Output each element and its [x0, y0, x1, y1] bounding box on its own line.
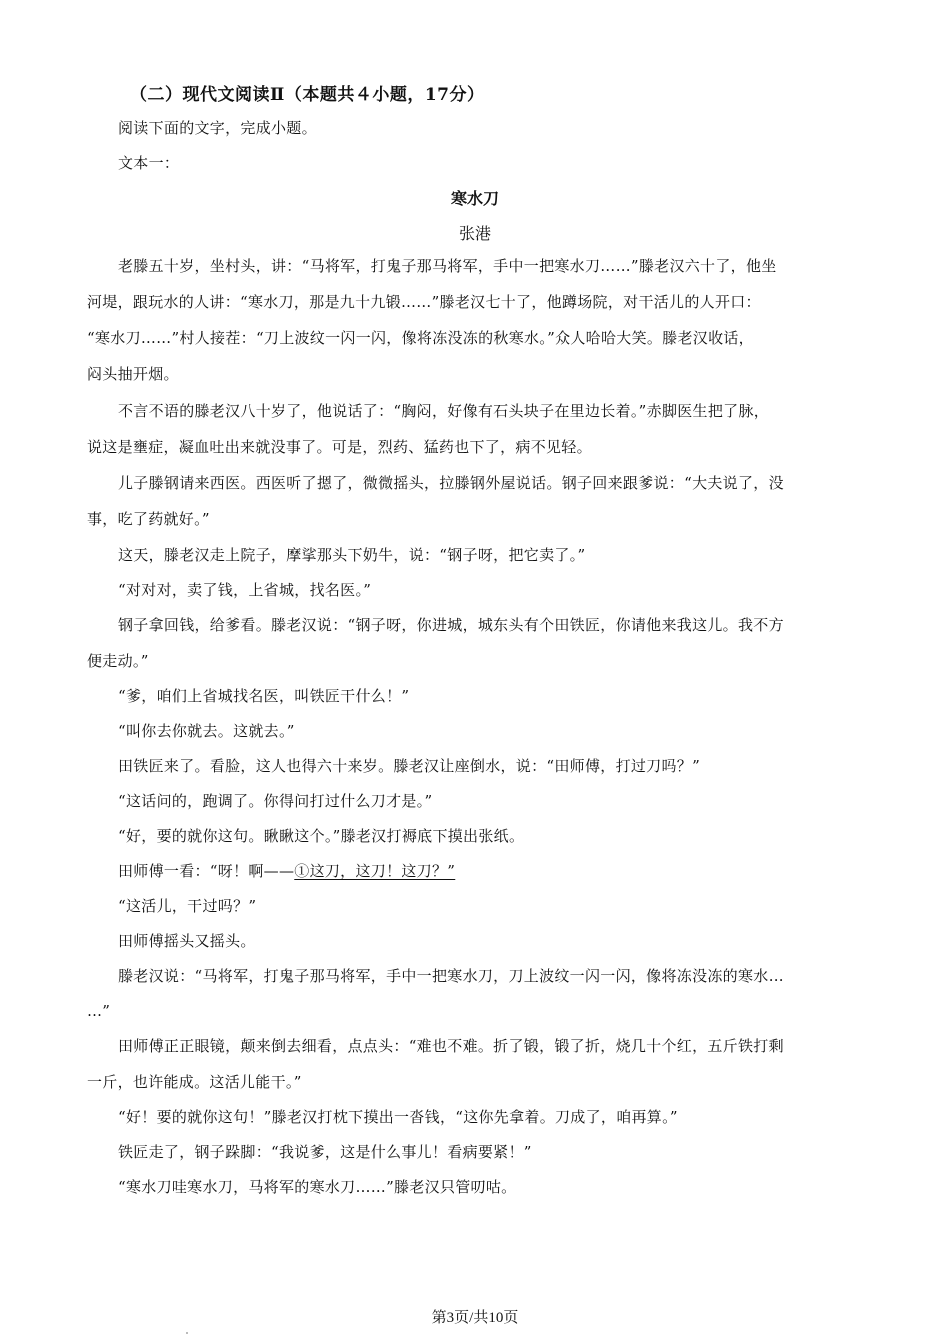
section-heading: （二）现代文阅读Ⅱ（本题共４小题，17分） — [130, 85, 485, 105]
paragraph-line: 滕老汉说：“马将军，打鬼子那马将军，手中一把寒水刀，刀上波纹一闪一闪，像将冻没冻的寒水… — [118, 967, 784, 985]
paragraph-line: “好，要的就你这句。瞅瞅这个。”滕老汉打褥底下摸出张纸。 — [118, 827, 525, 845]
paragraph-line: 不言不语的滕老汉八十岁了，他说话了：“胸闷，好像有石头块子在里边长着。”赤脚医生把了脉， — [118, 402, 770, 420]
paragraph-line: “寒水刀哇寒水刀，马将军的寒水刀……”滕老汉只管叨咕。 — [118, 1178, 517, 1196]
paragraph-line: “对对对，卖了钱，上省城，找名医。” — [118, 581, 372, 599]
text-label: 文本一： — [118, 154, 180, 172]
paragraph-line: 田铁匠来了。看脸，这人也得六十来岁。滕老汉让座倒水，说：“田师傅，打过刀吗？” — [118, 757, 701, 775]
paragraph-line: “爹，咱们上省城找名医，叫铁匠干什么！” — [118, 687, 410, 705]
paragraph-line: 田师傅正正眼镜，颠来倒去细看，点点头：“难也不难。折了锻，锻了折，烧几十个红，五斤铁打剩 — [118, 1037, 784, 1055]
paragraph-line: 一斤，也许能成。这活儿能干。” — [87, 1073, 302, 1091]
story-author: 张港 — [458, 224, 491, 243]
paragraph-line: “寒水刀……”村人接茬：“刀上波纹一闪一闪，像将冻没冻的秋寒水。”众人哈哈大笑。滕老汉收话， — [87, 329, 754, 347]
paragraph-line: 钢子拿回钱，给爹看。滕老汉说：“钢子呀，你进城，城东头有个田铁匠，你请他来我这儿。我不方 — [118, 616, 784, 634]
paragraph-line: 铁匠走了，钢子跺脚：“我说爹，这是什么事儿！看病要紧！” — [118, 1143, 532, 1161]
underlined-phrase: ①这刀，这刀！这刀？” — [294, 862, 456, 880]
paragraph-line: 这天，滕老汉走上院子，摩挲那头下奶牛，说：“钢子呀，把它卖了。” — [118, 546, 586, 564]
paragraph-line: 田师傅摇头又摇头。 — [118, 932, 256, 950]
paragraph-line: “这话问的，跑调了。你得问打过什么刀才是。” — [118, 792, 433, 810]
page-footer: 第3页/共10页 — [431, 1310, 519, 1326]
paragraph-line: 便走动。” — [87, 652, 149, 670]
paragraph-line: …” — [87, 1002, 111, 1020]
paragraph-line: “叫你去你就去。这就去。” — [118, 722, 295, 740]
paragraph-line: 儿子滕钢请来西医。西医听了摁了，微微摇头，拉滕钢外屋说话。钢子回来跟爹说：“大夫说了，没 — [118, 474, 784, 492]
paragraph-line: 说这是壅症，凝血吐出来就没事了。可是，烈药、猛药也下了，病不见轻。 — [87, 438, 592, 456]
instruction-text: 阅读下面的文字，完成小题。 — [118, 119, 317, 137]
story-title: 寒水刀 — [450, 189, 499, 208]
paragraph-line: 河堤，跟玩水的人讲：“寒水刀，那是九十九锻……”滕老汉七十了，他蹲场院，对干活儿的人开口： — [87, 293, 761, 311]
paragraph-line: 闷头抽开烟。 — [87, 365, 179, 383]
exclamation-text: 田师傅一看：“呀！啊—— — [118, 862, 295, 880]
paragraph-line: 老滕五十岁，坐村头，讲：“马将军，打鬼子那马将军，手中一把寒水刀……”滕老汉六十了，他坐 — [118, 257, 777, 275]
paragraph-line: “这活儿，干过吗？” — [118, 897, 257, 915]
paragraph-line: “好！要的就你这句！”滕老汉打枕下摸出一沓钱，“这你先拿着。刀成了，咱再算。” — [118, 1108, 678, 1126]
paragraph-line: 事，吃了药就好。” — [87, 510, 210, 528]
paragraph-line-with-underline — [118, 861, 455, 881]
scan-dot — [186, 1332, 188, 1334]
